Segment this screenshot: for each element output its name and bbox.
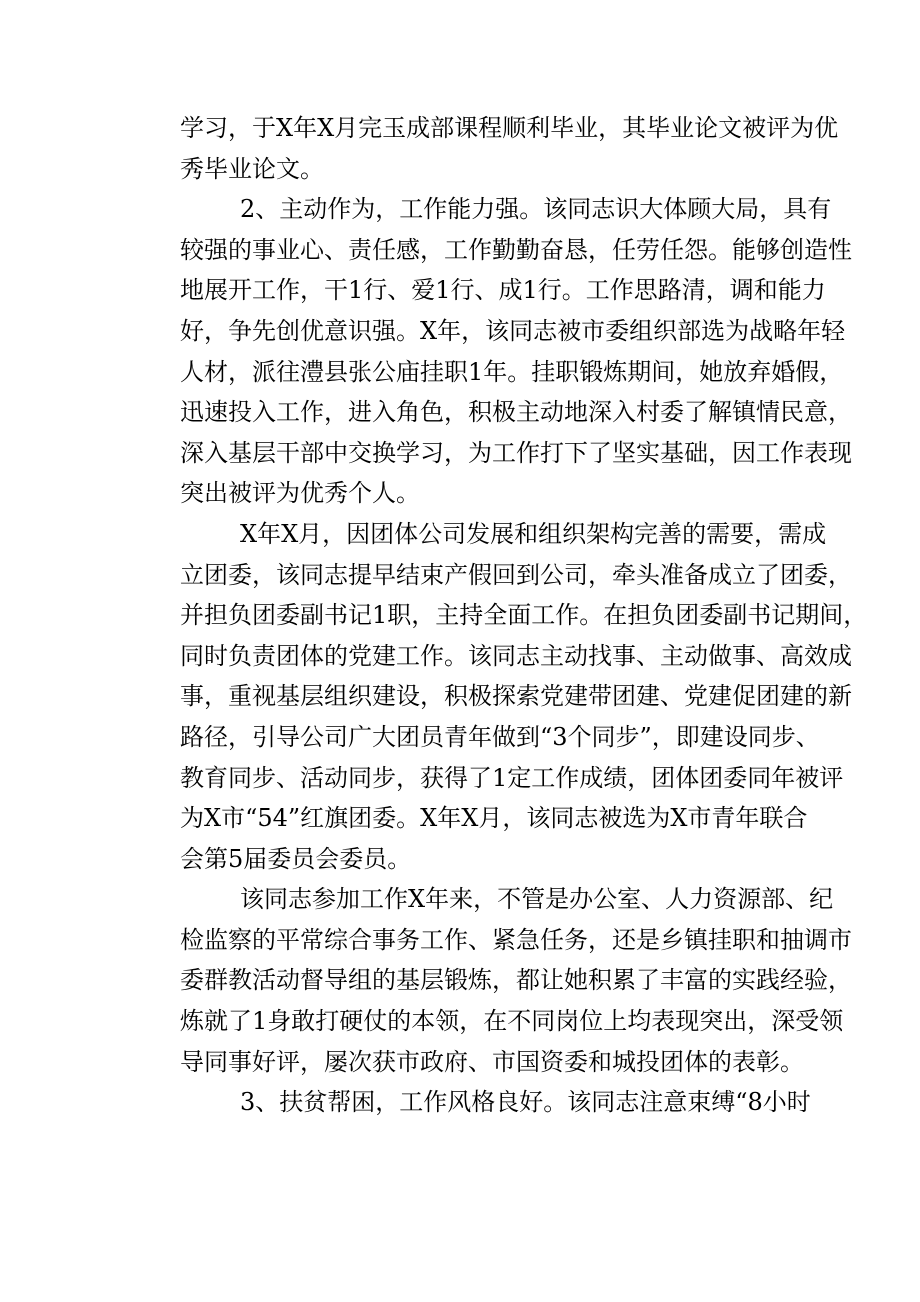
paragraph-start-line: 2、主动作为，工作能力强。该同志识大体顾大局，具有 — [240, 195, 832, 224]
text-line: 学习，于X年X月完玉成部课程顺利毕业，其毕业论文被评为优 — [180, 114, 839, 142]
paragraph-start-line: 3、扶贫帮困，工作风格良好。该同志注意束缚“8小时 — [240, 1088, 811, 1117]
text-line: 同时负责团体的党建工作。该同志主动找事、主动做事、高效成 — [180, 641, 852, 670]
text-line: 导同事好评，屡次获市政府、市国资委和城投团体的表彰。 — [180, 1047, 804, 1076]
text-line: 教育同步、活动同步，获得了1定工作成绩，团体团委同年被评 — [180, 763, 844, 792]
document-body — [180, 108, 868, 1123]
text-line: 检监察的平常综合事务工作、紧急任务，还是乡镇挂职和抽调市 — [180, 925, 852, 954]
text-line: 事，重视基层组织建设，积极探索党建带团建、党建促团建的新 — [180, 682, 852, 711]
text-line: 好，争先创优意识强。X年，该同志被市委组织部选为战略年轻 — [180, 316, 846, 345]
text-line: 并担负团委副书记1职，主持全面工作。在担负团委副书记期间， — [180, 601, 868, 630]
paragraph-start-line: X年X月，因团体公司发展和组织架构完善的需要，需成 — [240, 519, 827, 548]
text-line: 路径，引导公司广大团员青年做到“3个同步”，即建设同步、 — [180, 722, 820, 751]
text-line: 突出被评为优秀个人。 — [180, 479, 420, 508]
text-line: 深入基层干部中交换学习，为工作打下了坚实基础，因工作表现 — [180, 438, 852, 467]
text-line: 较强的事业心、责任感，工作勤勤奋恳，任劳任怨。能够创造性 — [180, 235, 852, 264]
text-line: 秀毕业论文。 — [180, 154, 324, 183]
text-line: 地展开工作，干1行、爱1行、成1行。工作思路清，调和能力 — [180, 276, 826, 305]
text-line: 立团委，该同志提早结束产假回到公司，牵头准备成立了团委， — [180, 560, 852, 589]
text-line: 人材，派往澧县张公庙挂职1年。挂职锻炼期间，她放弃婚假， — [180, 357, 844, 386]
text-line: 为X市“54”红旗团委。X年X月，该同志被选为X市青年联合 — [180, 804, 808, 833]
text-line: 迅速投入工作，进入角色，积极主动地深入村委了解镇情民意， — [180, 398, 852, 427]
text-line: 炼就了1身敢打硬仗的本领，在不同岗位上均表现突出，深受领 — [180, 1007, 844, 1036]
text-line: 委群教活动督导组的基层锻炼，都让她积累了丰富的实践经验， — [180, 966, 852, 995]
paragraph-start-line: 该同志参加工作X年来，不管是办公室、人力资源部、纪 — [240, 885, 834, 914]
text-line: 会第5届委员会委员。 — [180, 844, 412, 873]
